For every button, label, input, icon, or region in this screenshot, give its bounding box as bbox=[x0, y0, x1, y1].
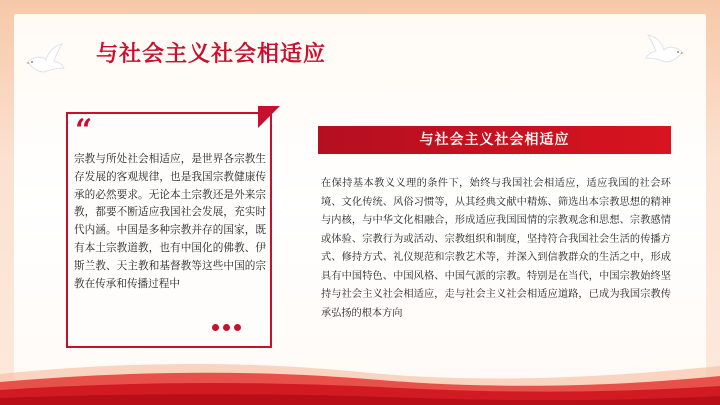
dot bbox=[212, 324, 219, 331]
bottom-wave-decoration bbox=[0, 352, 720, 405]
page-title: 与社会主义社会相适应 bbox=[96, 42, 327, 67]
quote-text: 宗教与所处社会相适应，是世界各宗教生存发展的客观规律，也是我国宗教健康传承的必然要求。无论本土宗教还是外来宗教，都要不断适应我国社会发展，充实时代内涵。中国是多种宗教并存的国家，既有本土宗教道教，也有中国化的佛教、伊斯兰教、天主教和基督教等这些中国的宗教在传承和传播过程中 bbox=[74, 153, 266, 290]
section-banner: 与社会主义社会相适应 bbox=[318, 126, 671, 154]
section-body-text: 在保持基本教义义理的条件下，始终与我国社会相适应，适应我国的社会环境、文化传统、风俗习惯等，从其经典文献中精炼、筛选出本宗教思想的精神与内核，与中华文化相融合，形成适应我国国情的宗教观念和思想、宗教感情或体验、宗教行为或活动、宗教组织和制度，坚持符合我国社会生活的传播方式、修持方式、礼仪规范和宗教艺术等，并深入到信教群众的生活之中，形成具有中国特色、中国风格、中国气派的宗教。特别是在当代，中国宗教始终坚持与社会主义社会相适应，走与社会主义社会相适应道路，已成为我国宗教传承弘扬的根本方向 bbox=[321, 178, 671, 319]
dot bbox=[234, 324, 241, 331]
quote-mark-icon: “ bbox=[75, 113, 93, 148]
dot bbox=[223, 324, 230, 331]
dove-icon bbox=[24, 42, 66, 76]
decorative-dots bbox=[212, 324, 241, 331]
dove-icon bbox=[642, 34, 686, 66]
